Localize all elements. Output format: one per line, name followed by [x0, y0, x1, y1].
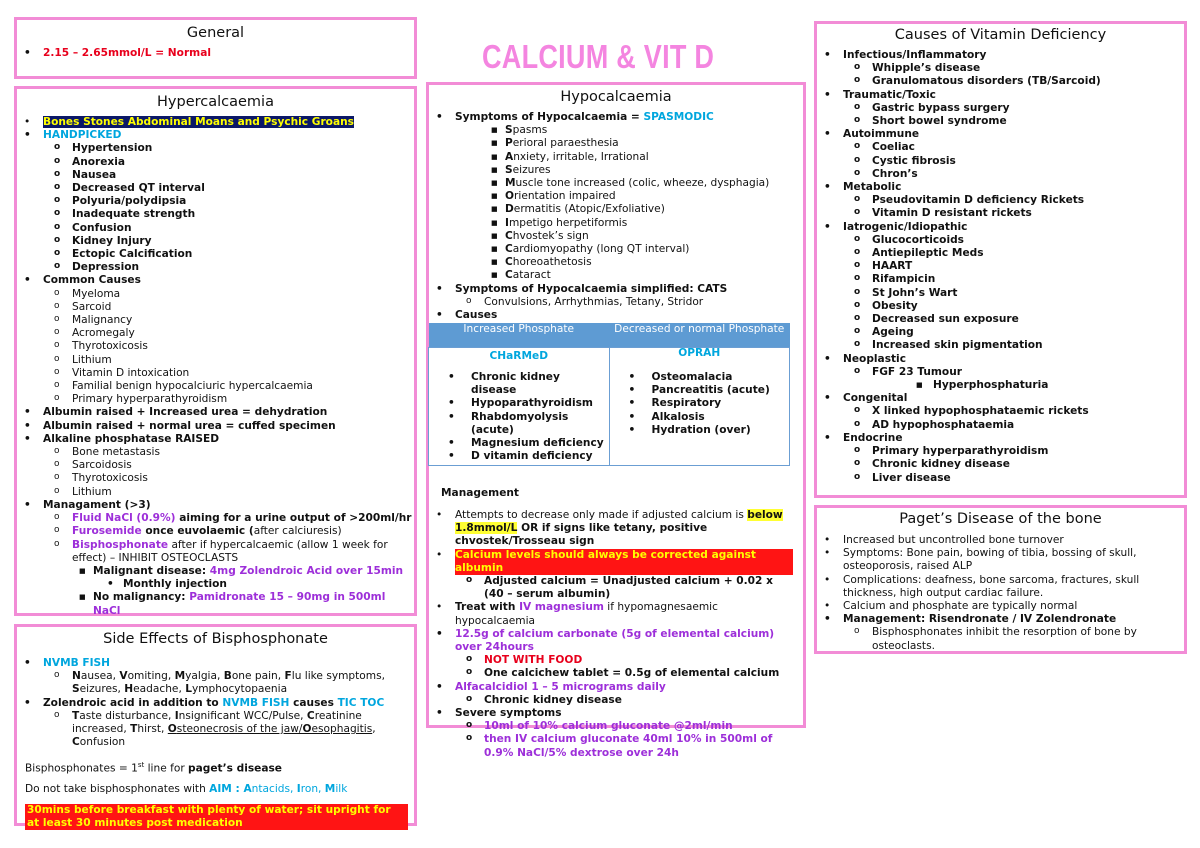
cause-text: Osteomalacia — [651, 371, 733, 383]
list-item: • Infectious/Inflammatory — [824, 49, 987, 61]
management-label: Management — [441, 487, 519, 499]
list-item: o Granulomatous disorders (TB/Sarcoid) — [854, 75, 1101, 88]
mnemonic-letter: H — [124, 683, 134, 696]
cause-item: Glucocorticoids — [872, 233, 964, 246]
list-item: o Thyrotoxicosis — [54, 340, 148, 353]
mnemonic-letter: C — [505, 256, 513, 269]
mnemonic-rest: steonecrosis of the jaw/ — [176, 723, 303, 736]
list-item: o Myeloma — [54, 287, 121, 300]
list-item: o Chronic kidney disease — [854, 458, 1010, 471]
mnemonic-letter: M — [174, 670, 186, 683]
list-item: o Cystic fibrosis — [854, 154, 956, 167]
oprah-mnemonic: OPRAH — [678, 347, 721, 359]
list-item: o Decreased QT interval — [54, 182, 205, 195]
mnemonic-rest: lu like symptoms, — [291, 670, 385, 683]
list-item: o Anorexia — [54, 155, 126, 168]
list-item: o Malignancy — [54, 314, 133, 327]
mnemonic-rest: yalgia, — [185, 670, 224, 683]
cause-item: Chron’s — [872, 167, 918, 180]
list-item: • D vitamin deficiency — [448, 450, 593, 463]
cause-item: Vitamin D resistant rickets — [872, 207, 1032, 220]
list-item: • Symptoms: Bone pain, bowing of tibia, bossing of skull, osteoporosis, raised ALP — [824, 547, 1137, 573]
cause-text: Alkalosis — [651, 410, 705, 423]
list-item: • Congenital — [824, 392, 908, 405]
mnemonic-letter: S — [505, 124, 513, 137]
list-item: ■ Cataract — [491, 269, 551, 282]
mnemonic-letter: O — [505, 190, 515, 203]
mnemonic-rest: ilk — [335, 782, 348, 795]
side-effects-heading: Side Effects of Bisphosphonate — [103, 631, 328, 647]
general-panel — [14, 17, 417, 79]
list-item: o Ageing — [854, 326, 914, 339]
cause-item: Gastric bypass surgery — [872, 101, 1010, 114]
mnemonic-letter: P — [505, 137, 513, 150]
mnemonic-letter: B — [223, 670, 232, 683]
list-item: ■ Orientation impaired — [491, 190, 616, 203]
mnemonic-letter: S — [72, 683, 80, 696]
list-item: • Alfacalcidiol 1 – 5 micrograms daily — [436, 680, 666, 693]
cause-item: Granulomatous disorders (TB/Sarcoid) — [872, 75, 1101, 88]
list-item: o Thyrotoxicosis — [54, 472, 148, 485]
mnemonic-letter: C — [306, 709, 315, 722]
list-item: • Alkaline phosphatase RAISED — [24, 432, 220, 445]
cause-text: Respiratory — [651, 397, 722, 410]
list-item: o Antiepileptic Meds — [854, 247, 984, 260]
list-item: • Severe symptoms — [436, 707, 562, 720]
paget-heading: Paget’s Disease of the bone — [899, 511, 1102, 527]
list-item: o Hypertension — [54, 142, 153, 155]
list-item: o Polyuria/polydipsia — [54, 195, 187, 208]
list-item: o X linked hypophosphataemic rickets — [854, 405, 1089, 418]
mnemonic-rest: nxiety, irritable, Irrational — [513, 150, 649, 163]
list-item: ■ Spasms — [491, 124, 548, 137]
mnemonic-rest: ron, — [300, 782, 325, 795]
list-item: o Decreased sun exposure — [854, 313, 1019, 326]
list-item: o Increased skin pigmentation — [854, 339, 1043, 352]
list-item: • 2.15 – 2.65mmol/L = Normal — [24, 47, 211, 59]
list-item: • Metabolic — [824, 181, 902, 194]
list-item: o FGF 23 Tumour — [854, 365, 962, 378]
list-item: ■ Chvostek’s sign — [491, 229, 589, 242]
side-effects-panel — [14, 624, 417, 829]
mnemonic-letter: C — [505, 243, 513, 256]
mnemonic-letter: C — [505, 229, 513, 242]
list-item: • Symptoms of Hypocalcaemia simplified: CATS — [436, 282, 728, 295]
mnemonic-letter: F — [284, 670, 292, 683]
list-item: • Symptoms of Hypocalcaemia = SPASMODIC — [436, 111, 714, 123]
list-item: o Familial benign hypocalciuric hypercalcaemia — [54, 380, 313, 393]
cause-item: Ageing — [872, 326, 914, 339]
cause-item: HAART — [872, 260, 913, 273]
list-item: o Lithium — [54, 353, 112, 366]
list-item: o Nausea, Vomiting, Myalgia, Bone pain, Flu like symptoms, Seizures, Headache, Lymphocytopaenia — [54, 670, 385, 696]
list-item: • Complications: deafness, bone sarcoma, fractures, skull thickness, high output cardiac failure. — [824, 573, 1140, 599]
cause-item: Cystic fibrosis — [872, 154, 956, 167]
mnemonic-rest: eadache, — [133, 683, 186, 696]
list-item: • Albumin raised + normal urea = cuffed specimen — [24, 419, 336, 432]
list-item: o Bisphosphonates inhibit the resorption of bone by osteoclasts. — [854, 626, 1137, 652]
list-item: ■ Cardiomyopathy (long QT interval) — [491, 243, 690, 256]
list-item: o Taste disturbance, Insignificant WCC/Pulse, Creatinine increased, Thirst, Osteonecrosis of the jaw/Oesophagitis, Confusion — [54, 709, 376, 749]
cause-item: Rifampicin — [872, 273, 936, 286]
list-item: o Coeliac — [854, 141, 915, 154]
mnemonic-letter: S — [505, 163, 513, 176]
mnemonic-rest: ymphocytopaenia — [191, 683, 288, 696]
table-header-increased: Increased Phosphate — [429, 323, 610, 348]
list-item: o AD hypophosphataemia — [854, 418, 1015, 431]
list-item: ■ Hyperphosphaturia — [916, 379, 1049, 392]
list-item: o Chron’s — [854, 167, 918, 180]
cause-item: Increased skin pigmentation — [872, 339, 1043, 352]
list-item: o HAART — [854, 260, 913, 273]
mnemonic-rest: hirst, — [137, 723, 168, 736]
list-item: o St John’s Wart — [854, 286, 958, 299]
mnemonic-letter: L — [185, 683, 192, 696]
list-item: o Chronic kidney disease — [466, 693, 622, 706]
list-item: • Osteomalacia — [628, 371, 733, 383]
list-item: o Sarcoidosis — [54, 459, 132, 472]
list-item: • NVMB FISH — [24, 657, 111, 669]
cause-text: D vitamin deficiency — [471, 450, 593, 463]
list-item: • Chronic kidney disease — [448, 371, 560, 397]
cause-group-label: Iatrogenic/Idiopathic — [843, 220, 968, 233]
mnemonic-rest: nsignificant WCC/Pulse, — [178, 709, 307, 722]
list-item: • Treat with IV magnesium if hypomagnesaemic hypocalcaemia — [436, 601, 718, 627]
list-item: • Bones Stones Abdominal Moans and Psychic Groans — [24, 116, 354, 128]
mnemonic-letter: A — [243, 782, 252, 795]
list-item: o Short bowel syndrome — [854, 115, 1007, 128]
list-item: • Common Causes — [24, 274, 141, 287]
mnemonic-rest: rientation impaired — [514, 190, 616, 203]
mnemonic-letter: D — [505, 203, 514, 216]
page-title: CALCIUM & VIT D — [482, 38, 715, 75]
list-item: • Hydration (over) — [628, 423, 751, 436]
list-item: • Attempts to decrease only made if adjusted calcium is below 1.8mmol/L OR if signs like tetany, positive chvostek/Trosseau sign — [436, 509, 783, 548]
mnemonic-rest: esophagitis — [311, 723, 373, 736]
mnemonic-rest: hvostek’s sign — [512, 229, 589, 242]
list-item: • Magnesium deficiency — [448, 437, 604, 450]
hypercalcaemia-heading: Hypercalcaemia — [157, 94, 274, 110]
list-item: • HANDPICKED — [24, 129, 122, 142]
list-item: o Bone metastasis — [54, 446, 160, 459]
list-item: • Albumin raised + Increased urea = dehydration — [24, 406, 328, 419]
mnemonic-letter: T — [130, 723, 138, 736]
table-header-decreased: Decreased or normal Phosphate — [609, 323, 790, 348]
cause-group-label: Infectious/Inflammatory — [843, 49, 987, 61]
list-item: • Pancreatitis (acute) — [628, 384, 770, 397]
first-line-note: Bisphosphonates = 1st line for paget’s disease — [25, 761, 282, 775]
mnemonic-letter: C — [505, 269, 513, 282]
list-item: o Rifampicin — [854, 273, 936, 286]
list-item: o Confusion — [54, 221, 132, 234]
mnemonic-rest: aste disturbance, — [79, 709, 175, 722]
list-item: o Inadequate strength — [54, 208, 196, 221]
list-item: • Autoimmune — [824, 128, 920, 141]
mnemonic-letter: I — [174, 709, 179, 722]
list-item: • Neoplastic — [824, 352, 906, 365]
mnemonic-letter: C — [72, 736, 80, 749]
mnemonic-letter: I — [505, 216, 509, 229]
list-item: • 12.5g of calcium carbonate (5g of elemental calcium) over 24hours — [436, 627, 775, 654]
mnemonic-letter: M — [324, 782, 336, 795]
mnemonic-highlight: Bones Stones Abdominal Moans and Psychic Groans — [43, 116, 354, 128]
list-item: • Traumatic/Toxic — [824, 88, 936, 101]
list-item: o Convulsions, Arrhythmias, Tetany, Stridor — [466, 295, 704, 308]
list-item: • Rhabdomyolysis (acute) — [448, 410, 569, 436]
handpicked-label: HANDPICKED — [43, 129, 122, 142]
list-item: o Sarcoid — [54, 300, 112, 313]
cause-text: Magnesium deficiency — [471, 437, 604, 450]
cause-item: Coeliac — [872, 141, 915, 154]
mnemonic-rest: eizures, — [79, 683, 125, 696]
mnemonic-rest: one pain, — [231, 670, 285, 683]
table-cell-decreased — [609, 348, 790, 466]
list-item: • Managament (>3) — [24, 498, 151, 511]
vitamin-causes-panel — [814, 21, 1187, 498]
list-item: o Glucocorticoids — [854, 233, 964, 246]
list-item: ■ Dermatitis (Atopic/Exfoliative) — [491, 203, 665, 216]
cause-item: Obesity — [872, 299, 918, 312]
mnemonic-letter: I — [296, 782, 301, 795]
mnemonic-rest: ermatitis (Atopic/Exfoliative) — [513, 203, 665, 216]
list-item: • Iatrogenic/Idiopathic — [824, 220, 968, 233]
cause-text: Rhabdomyolysis (acute) — [471, 410, 569, 436]
cause-item: St John’s Wart — [872, 286, 958, 299]
mnemonic-letter: V — [119, 670, 128, 683]
mnemonic-letter: N — [72, 670, 81, 683]
list-item: o One calcichew tablet = 0.5g of elemental calcium — [466, 667, 780, 680]
list-item: o Vitamin D resistant rickets — [854, 207, 1032, 220]
list-item: o Fluid NaCl (0.9%) aiming for a urine output of >200ml/hr — [54, 512, 412, 525]
normal-range-text: 2.15 – 2.65mmol/L = Normal — [43, 47, 211, 59]
list-item: o Obesity — [854, 299, 918, 312]
vitamin-causes-heading: Causes of Vitamin Deficiency — [894, 27, 1107, 43]
cause-item: Short bowel syndrome — [872, 115, 1007, 128]
list-item: ■ Perioral paraesthesia — [491, 137, 619, 150]
mnemonic-rest: ardiomyopathy (long QT interval) — [512, 243, 690, 256]
list-item: o 10ml of 10% calcium gluconate @2ml/min — [466, 720, 733, 733]
cause-text: Pancreatitis (acute) — [651, 384, 770, 397]
list-item: • Monthly injection — [107, 578, 227, 591]
list-item: o Primary hyperparathyroidism — [854, 445, 1049, 458]
mnemonic-letter: O — [167, 723, 177, 736]
list-item: o Nausea — [54, 168, 117, 181]
charmed-mnemonic: CHaRMeD — [489, 350, 548, 362]
mnemonic-rest: ausea, — [80, 670, 120, 683]
mnemonic-rest: pasms — [512, 124, 548, 137]
list-item: • Increased but uncontrolled bone turnover — [824, 534, 1064, 546]
list-item: • Zolendroic acid in addition to NVMB FISH causes TIC TOC — [24, 696, 385, 709]
mnemonic-rest: eizures — [512, 163, 551, 176]
mnemonic-letter: M — [505, 177, 516, 190]
list-item: o Liver disease — [854, 471, 951, 484]
cause-item: Decreased sun exposure — [872, 313, 1019, 326]
list-item: o Lithium — [54, 485, 112, 498]
cause-item: Antiepileptic Meds — [872, 247, 984, 260]
list-item: o Primary hyperparathyroidism — [54, 393, 228, 406]
phosphate-table — [428, 323, 790, 466]
mnemonic-rest: mpetigo herpetiformis — [508, 216, 628, 229]
mnemonic-rest: horeoathetosis — [512, 256, 592, 269]
cause-text: Hypoparathyroidism — [471, 397, 593, 410]
list-item: o Adjusted calcium = Unadjusted calcium + 0.02 x (40 – serum albumin) — [466, 575, 773, 601]
list-item: o Ectopic Calcification — [54, 248, 193, 261]
list-item: ■ Choreoathetosis — [491, 256, 592, 269]
hypocalcaemia-heading: Hypocalcaemia — [560, 89, 672, 105]
list-item: o Acromegaly — [54, 327, 135, 340]
list-item: • Hypoparathyroidism — [448, 397, 593, 410]
list-item: ■ Anxiety, irritable, Irrational — [491, 150, 649, 163]
list-item: o Kidney Injury — [54, 234, 152, 247]
mnemonic-rest: ataract — [512, 269, 551, 282]
paget-panel — [814, 505, 1187, 654]
list-item: ■ Seizures — [491, 163, 551, 176]
list-item: o Depression — [54, 261, 140, 274]
list-item: • Endocrine — [824, 431, 903, 444]
mnemonic-letter: T — [72, 709, 80, 722]
mnemonic-rest: uscle tone increased (colic, wheeze, dysphagia) — [515, 177, 770, 190]
list-item: o NOT WITH FOOD — [466, 654, 583, 667]
cause-text: Chronic kidney disease — [471, 371, 560, 397]
mnemonic-rest: ntacids, — [251, 782, 297, 795]
list-item: • Alkalosis — [628, 410, 705, 423]
list-item: ■ No malignancy: Pamidronate 15 – 90mg in 500ml NaCl — [79, 591, 386, 617]
list-item: ■ Muscle tone increased (colic, wheeze, dysphagia) — [491, 177, 770, 190]
list-item: o Pseudovitamin D deficiency Rickets — [854, 194, 1085, 207]
cause-item: Pseudovitamin D deficiency Rickets — [872, 194, 1085, 207]
mnemonic-letter: A — [505, 150, 514, 163]
list-item: • Causes — [436, 309, 498, 322]
mnemonic-rest: erioral paraesthesia — [512, 137, 619, 150]
list-item: o Bisphosphonate after if hypercalcaemic (allow 1 week for effect) – INHIBIT OSTEOCLASTS — [54, 538, 388, 564]
mnemonic-rest: reatinine increased, — [72, 709, 362, 736]
aim-note: Do not take bisphosphonates with AIM : Antacids, Iron, Milk — [25, 782, 348, 795]
cause-text: Hydration (over) — [651, 423, 751, 436]
mnemonic-rest: onfusion — [79, 736, 126, 749]
list-item: o Vitamin D intoxication — [54, 366, 190, 379]
cause-item: Whipple’s disease — [872, 62, 981, 75]
mnemonic-letter: O — [302, 723, 312, 736]
list-item: • Respiratory — [628, 397, 722, 410]
list-item: • Calcium levels should always be corrected against albumin — [429, 549, 801, 575]
mnemonic-rest: , — [372, 723, 376, 736]
cause-group-label: Metabolic — [843, 181, 902, 194]
cause-group-label: Autoimmune — [843, 128, 920, 141]
list-item: ■ Impetigo herpetiformis — [491, 216, 628, 229]
list-item: o Gastric bypass surgery — [854, 101, 1010, 114]
list-item: o then IV calcium gluconate 40ml 10% in 500ml of 0.9% NaCl/5% dextrose over 24h — [466, 733, 773, 759]
hypercalcaemia-panel — [14, 86, 417, 616]
list-item: ■ Malignant disease: 4mg Zolendroic Acid over 15min — [79, 564, 404, 577]
list-item: o Furosemide once euvolaemic (after calciuresis) — [54, 525, 342, 538]
table-cell-increased — [429, 348, 610, 466]
mnemonic-rest: omiting, — [127, 670, 175, 683]
list-item: o Whipple’s disease — [854, 62, 981, 75]
warning-banner: 30mins before breakfast with plenty of water; sit upright for at least 30 minutes post medication — [25, 804, 408, 830]
general-heading: General — [186, 25, 245, 41]
list-item: • Calcium and phosphate are typically normal — [824, 600, 1078, 613]
cause-group-label: Traumatic/Toxic — [843, 88, 936, 101]
list-item: • Management: Risendronate / IV Zolendronate — [824, 613, 1117, 626]
